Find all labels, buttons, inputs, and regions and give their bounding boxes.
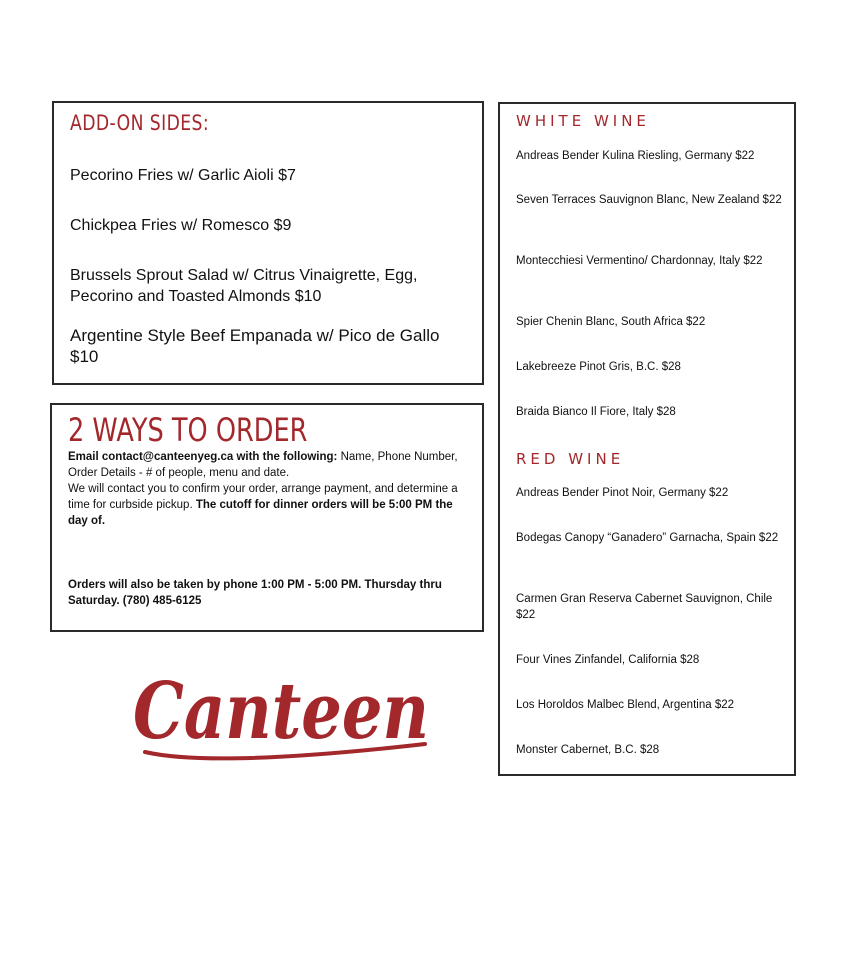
side-item: Brussels Sprout Salad w/ Citrus Vinaigrette, Egg, Pecorino and Toasted Almonds $10 <box>70 267 418 305</box>
white-wine-item: Braida Bianco Il Fiore, Italy $28 <box>516 406 676 418</box>
red-wine-item: Los Horoldos Malbec Blend, Argentina $22 <box>516 699 735 711</box>
white-wine-item: Seven Terraces Sauvignon Blanc, New Zealand $22 <box>516 194 782 206</box>
red-wine-item: Andreas Bender Pinot Noir, Germany $22 <box>516 487 729 499</box>
white-wine-item: Andreas Bender Kulina Riesling, Germany $22 <box>516 150 755 162</box>
confirm-text: We will contact you to confirm your order, arrange payment, and determine a time for curbside pickup. <box>68 483 458 511</box>
red-wine-item: Monster Cabernet, B.C. $28 <box>516 744 660 756</box>
side-item: Chickpea Fries w/ Romesco $9 <box>70 217 292 234</box>
email-details: Name, Phone Number, Order Details - # of people, menu and date. <box>68 451 458 479</box>
order-title: 2 WAYS TO ORDER <box>68 411 308 449</box>
cutoff-text: The cutoff for dinner orders will be 5:00 PM the day of. <box>68 499 453 527</box>
red-wine-item: Carmen Gran Reserva Cabernet Sauvignon, Chile $22 <box>516 593 773 621</box>
white-wine-item: Spier Chenin Blanc, South Africa $22 <box>516 316 706 328</box>
phone-order-text: Orders will also be taken by phone 1:00 PM - 5:00 PM. Thursday thru Saturday. (780) 485-6125 <box>68 579 442 607</box>
email-lead: Email contact@canteenyeg.ca with the following: <box>68 451 338 463</box>
red-wine-item: Four Vines Zinfandel, California $28 <box>516 654 700 666</box>
side-item: Argentine Style Beef Empanada w/ Pico de Gallo $10 <box>70 326 440 366</box>
red-wine-item: Bodegas Canopy “Ganadero” Garnacha, Spain $22 <box>516 532 779 544</box>
logo-text: Canteen <box>133 666 429 757</box>
wine-list-panel <box>498 102 796 776</box>
order-instructions <box>68 449 468 529</box>
white-wine-item: Lakebreeze Pinot Gris, B.C. $28 <box>516 361 681 373</box>
white-wine-title: WHITE WINE <box>516 112 650 130</box>
canteen-logo <box>125 640 435 780</box>
add-on-sides-panel <box>52 101 484 385</box>
order-info-panel <box>50 403 484 632</box>
sides-title: ADD-ON SIDES: <box>70 111 210 135</box>
white-wine-item: Montecchiesi Vermentino/ Chardonnay, Italy $22 <box>516 255 763 267</box>
red-wine-title: RED WINE <box>516 450 625 468</box>
side-item: Pecorino Fries w/ Garlic Aioli $7 <box>70 167 296 184</box>
